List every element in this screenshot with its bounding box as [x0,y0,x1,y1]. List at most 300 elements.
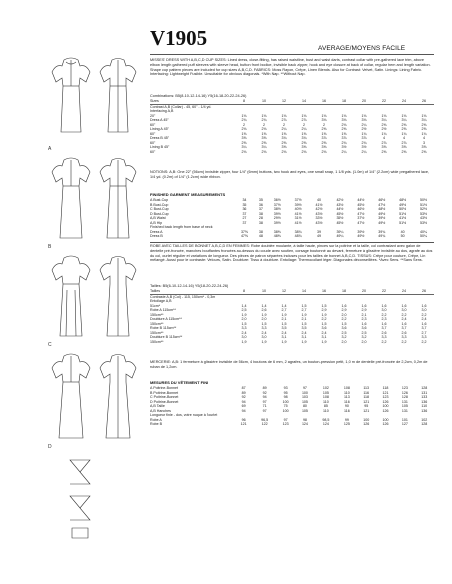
table-cell: 2⅞ [281,118,287,122]
size-header: 14 [294,99,314,104]
table-cell: 1,6 [361,321,367,326]
table-cell: 43½ [315,211,323,216]
table-cell: 116 [343,408,350,413]
table-cell: 3⅜ [321,145,327,149]
table-cell: 131 [401,399,408,404]
table-cell: 2⅜ [381,149,387,154]
table-cell: 71 [262,404,267,408]
table-cell: 102 [322,386,329,390]
table-cell: 3⅝ [401,145,407,149]
table-cell: 1,9 [241,339,247,344]
table-cell: 124 [301,422,308,426]
table-cell: 3,5 [281,326,287,330]
row-label: A,B Hanches [150,408,171,413]
table-cell: 3,7 [381,326,387,330]
size-header: 26 [414,99,434,104]
table-cell: 110 [343,390,350,395]
table-cell: 101 [401,417,408,422]
table-cell: 2,2 [421,312,427,317]
row-label: D Bust-Cup [150,211,169,216]
row-label: A,B Hip [150,220,163,225]
table-cell: 97 [262,408,267,413]
row-label: 60" [150,122,156,127]
row-label: Dress A [150,229,163,234]
table-cell: 2 [263,122,265,127]
table-cell: 2,6 [401,330,407,335]
figure-c-back-drawing [96,250,140,342]
table-cell: 96,5 [261,417,269,422]
table-cell: 3,6 [361,326,367,330]
table-cell: 105 [301,408,308,413]
table-cell: 2,0 [341,312,347,317]
table-cell: 121 [363,408,370,413]
table-cell: 118 [363,395,370,399]
table-cell: 2⅝ [301,140,307,145]
table-cell: 97 [302,386,307,390]
table-cell: 2⅝ [241,140,247,145]
table-cell: 1⅛ [401,113,407,118]
row-label: Dress B [150,234,163,238]
row-label: 150cm** [150,312,164,317]
table-cell: 49¾ [378,234,386,238]
language-divider [150,242,434,243]
description-english: MISSES' DRESS WITH A,B,C,D CUP SIZES: Lined dress, close-fitting, has raised waistline, bust and waist darts, contrast collar with pre-gathered lace trim, above elbow length gathered puff sleeves with sleeve head, button front bodice, invisible back zipper, hook and eye closure at back of collar, regular hem and length variation. Shape cup pattern pieces are included for cup sizes A,B,C,D. FABRICS: Moss Rayon, Crêpe, Linen Blends. Also for Contrast: Velvet, Satin. Linings: Lining Fabric. Interfacing: Lightweight Fusible. Unsuitable for obvious diagonals. *With Nap. **Without Nap. [150,58,431,77]
table-cell: 90 [344,404,349,408]
table-cell: 3 [423,140,425,145]
cup-piece-drawings [60,456,100,540]
table-cell: 3,3 [381,335,387,339]
table-cell: 49½ [357,234,365,238]
table-cell: 98 [302,417,307,422]
table-cell: 116 [363,390,370,395]
table-cell: 131 [401,408,408,413]
row-label: Robe B [150,422,162,426]
table-cell: 3¼ [381,118,387,122]
table-cell: 2,3 [381,317,387,321]
table-cell: 95 [283,390,288,395]
table-cell: 3⅛ [321,118,327,122]
table-cell: 36 [242,207,247,211]
table-cell: 1,6 [361,303,367,308]
table-cell: 87 [241,386,246,390]
table-cell: 41½ [294,220,302,225]
table-cell: 38 [258,229,263,234]
table-cell: 2⅞ [381,140,387,145]
table-cell: 99 [344,417,349,422]
table-cell: 2⅝ [281,140,287,145]
table-cell: 3,1 [321,335,327,339]
figure-d-drawing [42,348,100,444]
table-cell: 3⅞ [321,136,327,140]
table-cell: 2,4 [421,317,427,321]
row-label: Doublure A 115cm** [150,317,182,321]
table-cell: 3¼ [261,145,267,149]
table-cell: 50½ [420,198,428,202]
notions-french: MERCERIE: A,B: 1 fermeture à glissière invisible de 56cm, 4 boutons de 6 mm, 2 agrafes, un bouton-pression petit, 1,0 m de dentelle pré-froncée de 2,2cm, 0,2m de ruban de 1,2cm. [150,360,428,369]
size-header: 16 [314,289,334,294]
row-label: D Poitrine-Bonnet [150,399,179,404]
table-cell: 43½ [315,220,323,225]
table-cell: 108 [343,386,350,390]
table-cell: 1⅛ [361,113,367,118]
combinations-english: Combinations: B5(8-10-12-14-16) Y5(16-18-20-22-24-26) [150,94,247,98]
table-cell: 2,9 [341,308,347,312]
row-label: Contrast A,B (Collar) - 45, 60" - 1/4 yd. [150,104,212,109]
table-cell: 136 [421,408,428,413]
table-cell: 1⅛ [421,113,427,118]
table-cell: 128 [421,386,428,390]
table-cell: 1⅝ [321,131,327,136]
table-cell: 2,1 [361,312,367,317]
size-header: 12 [274,289,294,294]
table-cell: 94 [241,408,246,413]
table-cell: 46½ [357,207,365,211]
table-cell: 92 [262,390,267,395]
table-cell: 80 [302,404,307,408]
table-cell: 2¾ [261,118,267,122]
table-cell: 35 [242,202,247,207]
row-label: C Bust-Cup [150,207,169,211]
table-cell: 38 [258,211,263,216]
table-cell: 2,9 [321,308,327,312]
table-cell: 2⅝ [421,127,427,131]
table-cell: 31½ [294,216,302,220]
pattern-envelope-back [24,18,432,574]
table-cell: 41½ [294,211,302,216]
table-cell: 47⅝ [240,234,248,238]
table-cell: 3⅝ [421,145,427,149]
table-cell: 123 [282,422,289,426]
table-cell: 100 [382,417,389,422]
figure-c-label: C [48,342,52,348]
table-cell: 136 [421,399,428,404]
table-cell: 1⅛ [261,113,267,118]
table-cell: 1¾ [401,131,407,136]
table-cell: 110 [323,399,329,404]
row-label: Interfacing A,B [150,109,174,113]
size-header: 14 [294,289,314,294]
table-cell: 94 [241,399,246,404]
table-cell: 47½ [357,211,365,216]
table-cell: 3½ [341,145,347,149]
table-cell: 50½ [399,207,407,211]
table-row [150,422,434,427]
table-cell: 2 [323,122,325,127]
table-cell: 44½ [336,207,344,211]
table-cell: 3,6 [341,326,347,330]
table-cell: 1⅝ [341,131,347,136]
row-label: A,B Taille [150,404,165,408]
table-cell: 2⅛ [301,149,307,154]
table-cell: 51½ [420,202,428,207]
table-cell: 3,1 [281,335,287,339]
table-cell: 39½ [273,211,281,216]
table-cell: 1⅛ [341,113,347,118]
table-cell: 42½ [336,198,344,202]
finished-measurements-title-english: FINISHED GARMENT MEASUREMENTS [150,192,226,197]
row-label: 60" [150,131,156,136]
table-cell: 108 [322,395,329,399]
table-cell: 1⅛ [281,113,287,118]
table-cell: 52½ [420,207,428,211]
table-cell: 1⅛ [241,113,247,118]
size-header: 10 [254,99,274,104]
table-cell: 1,6 [381,321,387,326]
table-row [150,234,434,239]
table-cell: 38⅜ [273,229,281,234]
table-cell: 40 [400,229,405,234]
table-cell: 48 [258,234,263,238]
table-cell: 2,2 [321,317,327,321]
table-cell: 3½ [361,145,367,149]
table-cell: 2,2 [421,339,427,344]
table-cell: 42½ [315,207,323,211]
table-cell: 3¾ [301,136,307,140]
table-row [150,150,434,155]
table-cell: 49¼ [336,234,344,238]
table-cell: 2¼ [361,122,367,127]
table-cell: 1¾ [421,131,427,136]
table-cell: 2⅜ [421,122,427,127]
table-cell: 97 [283,417,288,422]
table-cell: 3,0 [261,335,267,339]
table-cell: 3,3 [241,326,247,330]
figure-b-back-drawing [96,152,140,244]
table-cell: 2⅛ [321,149,327,154]
table-cell: 2,4 [321,330,327,335]
table-cell: 3⅝ [381,145,387,149]
table-cell: 100 [301,390,308,395]
pattern-number: V1905 [150,26,208,50]
table-cell: 40½ [294,207,302,211]
table-cell: 75 [283,404,288,408]
table-cell: 2⅞ [401,140,407,145]
table-cell: 2,2 [401,339,407,344]
table-cell: 118 [382,386,389,390]
table-cell: 3¼ [421,118,427,122]
table-cell: 29½ [273,216,281,220]
table-cell: 2,0 [261,317,267,321]
table-cell: 3,7 [401,326,407,330]
table-cell: 110 [323,408,329,413]
table-cell: 1,9 [321,312,327,317]
row-label: Longueur finie - dos, votre nuque à l'ourlet [150,413,218,417]
table-cell: 126 [363,422,370,426]
size-header: 18 [334,289,354,294]
table-cell: 37 [242,211,247,216]
table-cell: 3,0 [241,335,247,339]
table-cell: 3,3 [401,335,407,339]
table-cell: 1,9 [241,312,247,317]
table-cell: 124 [322,422,329,426]
table-cell: 50 [400,234,405,238]
table-cell: 1,4 [281,303,287,308]
table-cell: 1,5 [321,303,327,308]
table-cell: 48¾ [294,234,302,238]
table-cell: 93 [283,386,288,390]
table-cell: 1,6 [341,303,347,308]
table-cell: 1⅝ [281,131,287,136]
figure-d-back-drawing [96,348,140,444]
table-cell: 37½ [273,202,281,207]
table-cell: 2½ [361,127,367,131]
row-label: 60" [150,149,156,154]
table-cell: 100 [282,408,289,413]
table-cell: 3⅝ [241,136,247,140]
row-label: Robe A [150,417,162,422]
row-label: 20" [150,113,156,118]
technical-drawings [24,18,152,574]
table-cell: 1,5 [281,321,287,326]
table-cell: 40¼ [420,229,428,234]
table-cell: 126 [401,390,408,395]
combinations-french: Tailles: B5(6-10-12-14-16) Y5(18-20-22-24-26) [150,284,229,288]
table-cell: 2,7 [421,330,427,335]
figure-b-drawing [42,152,100,244]
table-cell: 1⅝ [301,131,307,136]
table-cell: 2,4 [281,330,287,335]
difficulty-label: AVERAGE/MOYENS FACILE [318,45,406,52]
table-cell: 45½ [336,211,344,216]
table-cell: 4 [403,136,405,140]
table-cell: 126 [382,422,389,426]
table-cell: 3,2 [361,335,367,339]
table-cell: 1,5 [301,303,307,308]
table-cell: 3,6 [321,326,327,330]
table-cell: 35 [258,198,263,202]
table-cell: 2⅝ [401,127,407,131]
table-cell: 2⅜ [341,127,347,131]
table-cell: 41½ [315,202,323,207]
table-cell: 100 [282,399,289,404]
table-cell: 1,9 [321,339,327,344]
metrage-table-french [150,289,434,344]
table-cell: 39¾ [378,229,386,234]
table-cell: 2,1 [301,317,307,321]
table-cell: 48½ [378,207,386,211]
table-cell: 1,5 [341,321,347,326]
size-header: 22 [374,289,394,294]
size-header: 26 [414,289,434,294]
table-cell: 131 [421,390,428,395]
table-cell: 85 [323,404,328,408]
table-cell: 128 [421,422,428,426]
table-cell: 113 [343,395,350,399]
table-cell: 49½ [378,211,386,216]
table-cell: 45½ [357,202,365,207]
finished-measurements-table-english [150,198,434,239]
table-cell: 3¼ [241,145,247,149]
table-cell: 89 [241,390,246,395]
table-cell: 2 [303,122,305,127]
size-header: 12 [274,99,294,104]
header-divider [150,54,434,55]
table-cell: 89 [262,386,267,390]
table-cell: 2,6 [261,308,267,312]
row-label: Doublure B 115cm** [150,335,183,339]
table-cell: 34 [242,198,247,202]
table-cell: 123 [401,386,408,390]
table-cell: 113 [363,386,370,390]
table-cell: 27 [242,216,247,220]
table-cell: 2,2 [381,312,387,317]
table-cell: 39¼ [336,229,344,234]
table-cell: 44½ [357,198,365,202]
table-cell: 2,5 [241,308,247,312]
table-cell: 2¼ [341,149,347,154]
table-cell: 37 [258,207,263,211]
table-cell: 1⅛ [301,113,307,118]
table-cell: 2,0 [241,317,247,321]
size-header: 22 [374,99,394,104]
table-cell: 2,4 [261,330,267,335]
table-cell: 3,1 [301,335,307,339]
row-label: Dress B 45" [150,136,170,140]
size-header: 8 [234,289,254,294]
table-cell: 2,9 [361,308,367,312]
row-label: A Bust-Cup [150,198,169,202]
table-cell: 121 [240,422,247,426]
table-row [150,340,434,345]
table-cell: 2,7 [281,308,287,312]
table-cell: 128 [401,395,408,399]
table-header-label: Sizes [150,99,234,104]
table-cell: 50¼ [420,234,428,238]
table-cell: 2¾ [361,140,367,145]
table-cell: 1,5 [261,321,267,326]
table-cell: 92 [241,395,246,399]
table-cell: 3⅜ [301,145,307,149]
table-cell: 1,6 [381,303,387,308]
table-cell: 40 [317,198,322,202]
row-label: Contraste A,B (Col) - 115, 150cm* - 0,3m [150,294,216,299]
row-label: B Bust-Cup [150,202,169,207]
figure-b-label: B [48,244,52,250]
row-label: 150cm** [150,330,164,335]
table-cell: 37½ [294,198,302,202]
description-french: ROBE AVEC TAILLES DE BONNET A,B,C,D EN FEMMES: Robe doublée moulante, à taille haute, pinces sur la poitrine et la taille, col contrastant avec galon de dentelle pré-froncée, manches bouffantes froncées au-dessus du coude avec soutien, corsage boutonné au devant, fermeture à glissière invisible au dos, agrafe au dos du col, ourlet régulier et variations de longueur. Des pièces de patron séparées incluses pour les tailles de bonnet A,B,C,D. TISSUS: Crêpe pour couture, Crêpe, Lin mélangé. Aussi pour le contraste: Velours, Satin. Doublure: Tissu à doublure. Entoilage: Thermocollant léger. Diagonales déconseillées. *Avec Sens. **Sans Sens. [150,244,433,263]
table-cell: 48½ [399,198,407,202]
table-cell: 1¾ [381,131,387,136]
table-cell: 2⅛ [241,127,247,131]
figure-a-drawing [42,52,100,144]
table-cell: 47½ [357,220,365,225]
table-cell: 2,1 [281,317,287,321]
table-cell: 1,9 [301,339,307,344]
table-cell: 96 [241,417,246,422]
table-cell: 2⅜ [421,149,427,154]
table-cell: 3⅝ [261,136,267,140]
size-header: 20 [354,289,374,294]
table-cell: 2,2 [381,339,387,344]
row-label: A Poitrine-Bonnet [150,386,178,390]
row-label: A,B Waist [150,216,166,220]
table-cell: 2¼ [361,149,367,154]
table-header-label: Tailles [150,289,234,294]
table-cell: 2⅝ [261,140,267,145]
table-cell: 3,0 [381,308,387,312]
table-cell: 97 [262,399,267,404]
table-cell: 2,4 [241,330,247,335]
table-cell: 53½ [420,220,428,225]
table-cell: 49½ [378,220,386,225]
table-cell: 122 [261,422,268,426]
table-cell: 45½ [336,220,344,225]
table-cell: 1⅝ [261,131,267,136]
table-cell: 1⅛ [321,113,327,118]
table-cell: 110 [421,404,428,408]
table-cell: 2⅜ [321,127,327,131]
